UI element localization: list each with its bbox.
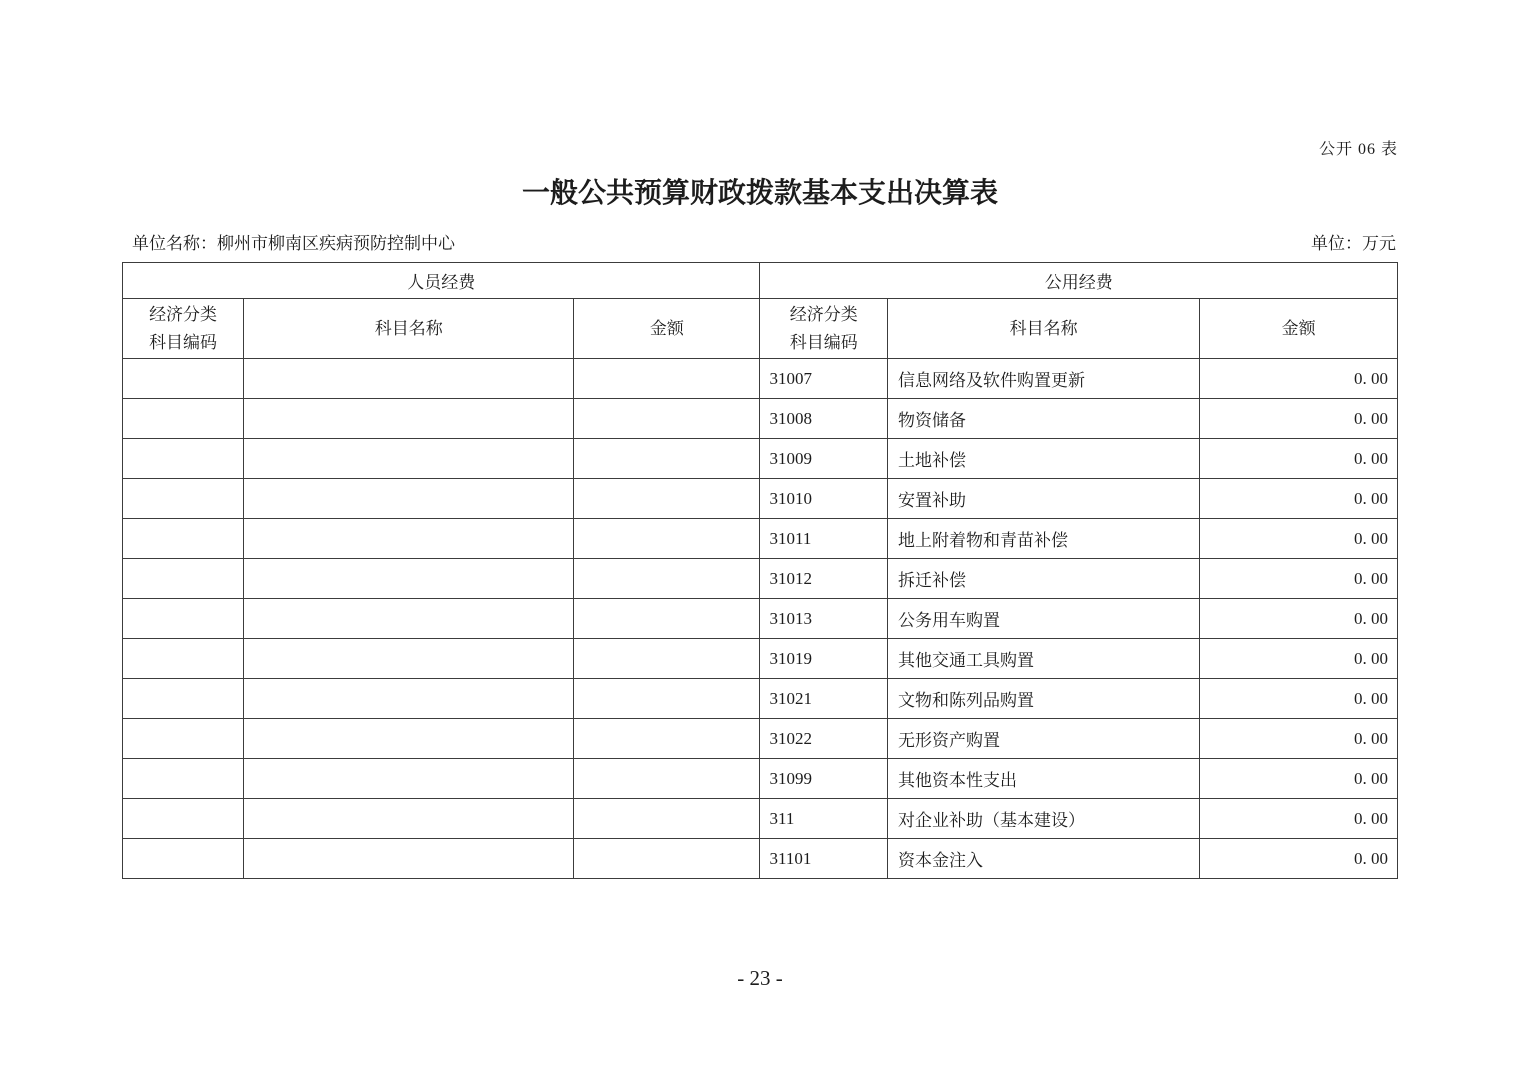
table-row — [123, 759, 1398, 799]
cell-right-name: 公务用车购置 — [887, 599, 1199, 639]
cell-right-name: 地上附着物和青苗补偿 — [887, 519, 1199, 559]
cell-left-code — [123, 519, 244, 559]
cell-left-amount — [574, 679, 760, 719]
table-row — [123, 559, 1398, 599]
cell-right-name: 其他交通工具购置 — [887, 639, 1199, 679]
cell-left-amount — [574, 439, 760, 479]
table-row — [123, 479, 1398, 519]
group-header-personnel: 人员经费 — [123, 263, 760, 299]
cell-right-code: 31009 — [760, 439, 888, 479]
cell-left-code — [123, 719, 244, 759]
cell-right-code: 31101 — [760, 839, 888, 879]
cell-left-amount — [574, 519, 760, 559]
cell-right-name: 文物和陈列品购置 — [887, 679, 1199, 719]
cell-right-code: 31019 — [760, 639, 888, 679]
table-row — [123, 519, 1398, 559]
table-row — [123, 639, 1398, 679]
cell-right-name: 安置补助 — [887, 479, 1199, 519]
column-header-row — [123, 299, 1398, 359]
table-row — [123, 799, 1398, 839]
table-row — [123, 359, 1398, 399]
cell-left-name — [244, 599, 574, 639]
cell-right-amount: 0. 00 — [1200, 479, 1398, 519]
table-row — [123, 679, 1398, 719]
cell-right-name: 土地补偿 — [887, 439, 1199, 479]
cell-right-name: 对企业补助（基本建设） — [887, 799, 1199, 839]
cell-left-amount — [574, 599, 760, 639]
col-header-name-left: 科目名称 — [244, 299, 574, 359]
cell-right-amount: 0. 00 — [1200, 799, 1398, 839]
cell-left-code — [123, 399, 244, 439]
unit-name-label: 单位名称：柳州市柳南区疾病预防控制中心 — [132, 234, 455, 253]
cell-left-code — [123, 559, 244, 599]
group-header-public: 公用经费 — [760, 263, 1398, 299]
cell-right-name: 资本金注入 — [887, 839, 1199, 879]
cell-left-code — [123, 479, 244, 519]
cell-right-amount: 0. 00 — [1200, 679, 1398, 719]
cell-left-code — [123, 599, 244, 639]
cell-left-amount — [574, 639, 760, 679]
cell-right-amount: 0. 00 — [1200, 759, 1398, 799]
col-header-amount-left: 金额 — [574, 299, 760, 359]
cell-right-amount: 0. 00 — [1200, 639, 1398, 679]
cell-left-amount — [574, 479, 760, 519]
cell-right-amount: 0. 00 — [1200, 839, 1398, 879]
page-number: - 23 - — [737, 966, 783, 990]
cell-left-code — [123, 799, 244, 839]
cell-left-name — [244, 679, 574, 719]
cell-right-code: 31011 — [760, 519, 888, 559]
currency-unit-label: 单位：万元 — [1311, 234, 1396, 253]
table-row — [123, 399, 1398, 439]
cell-right-amount: 0. 00 — [1200, 599, 1398, 639]
cell-right-amount: 0. 00 — [1200, 519, 1398, 559]
table-row — [123, 599, 1398, 639]
cell-right-code: 31022 — [760, 719, 888, 759]
budget-table — [122, 262, 1398, 879]
cell-left-amount — [574, 399, 760, 439]
col-header-code-right-line1: 经济分类 — [789, 305, 858, 325]
cell-left-name — [244, 519, 574, 559]
cell-left-code — [123, 359, 244, 399]
table-row — [123, 719, 1398, 759]
page-title: 一般公共预算财政拨款基本支出决算表 — [521, 178, 998, 209]
cell-left-name — [244, 799, 574, 839]
cell-right-amount: 0. 00 — [1200, 439, 1398, 479]
cell-left-amount — [574, 359, 760, 399]
col-header-amount-right: 金额 — [1200, 299, 1398, 359]
col-header-code-left-line1: 经济分类 — [149, 305, 218, 325]
cell-left-code — [123, 439, 244, 479]
cell-left-amount — [574, 759, 760, 799]
cell-right-name: 物资储备 — [887, 399, 1199, 439]
cell-right-code: 31099 — [760, 759, 888, 799]
cell-left-name — [244, 839, 574, 879]
cell-left-name — [244, 359, 574, 399]
cell-left-name — [244, 559, 574, 599]
col-header-code-right-line2: 科目编码 — [789, 332, 858, 352]
cell-left-amount — [574, 559, 760, 599]
cell-left-name — [244, 639, 574, 679]
cell-left-code — [123, 839, 244, 879]
table-row — [123, 439, 1398, 479]
cell-right-amount: 0. 00 — [1200, 399, 1398, 439]
cell-right-code: 31012 — [760, 559, 888, 599]
cell-left-amount — [574, 719, 760, 759]
cell-right-amount: 0. 00 — [1200, 359, 1398, 399]
meta-row — [122, 229, 1398, 254]
cell-right-code: 311 — [760, 799, 888, 839]
col-header-code-left-line2: 科目编码 — [149, 332, 218, 352]
group-header-row — [123, 263, 1398, 299]
cell-left-code — [123, 679, 244, 719]
cell-left-name — [244, 759, 574, 799]
cell-right-name: 其他资本性支出 — [887, 759, 1199, 799]
cell-right-code: 31007 — [760, 359, 888, 399]
col-header-code-right — [760, 299, 888, 359]
table-row — [123, 839, 1398, 879]
cell-left-amount — [574, 839, 760, 879]
cell-right-name: 无形资产购置 — [887, 719, 1199, 759]
cell-left-name — [244, 399, 574, 439]
cell-left-name — [244, 479, 574, 519]
cell-left-name — [244, 439, 574, 479]
cell-left-name — [244, 719, 574, 759]
cell-right-code: 31021 — [760, 679, 888, 719]
cell-right-amount: 0. 00 — [1200, 559, 1398, 599]
cell-right-code: 31013 — [760, 599, 888, 639]
cell-right-code: 31008 — [760, 399, 888, 439]
doc-number-label: 公开 06 表 — [1318, 141, 1398, 158]
cell-right-amount: 0. 00 — [1200, 719, 1398, 759]
col-header-name-right: 科目名称 — [887, 299, 1199, 359]
table-body — [123, 359, 1398, 879]
cell-left-amount — [574, 799, 760, 839]
cell-left-code — [123, 759, 244, 799]
col-header-code-left — [123, 299, 244, 359]
cell-left-code — [123, 639, 244, 679]
cell-right-name: 信息网络及软件购置更新 — [887, 359, 1199, 399]
cell-right-name: 拆迁补偿 — [887, 559, 1199, 599]
cell-right-code: 31010 — [760, 479, 888, 519]
